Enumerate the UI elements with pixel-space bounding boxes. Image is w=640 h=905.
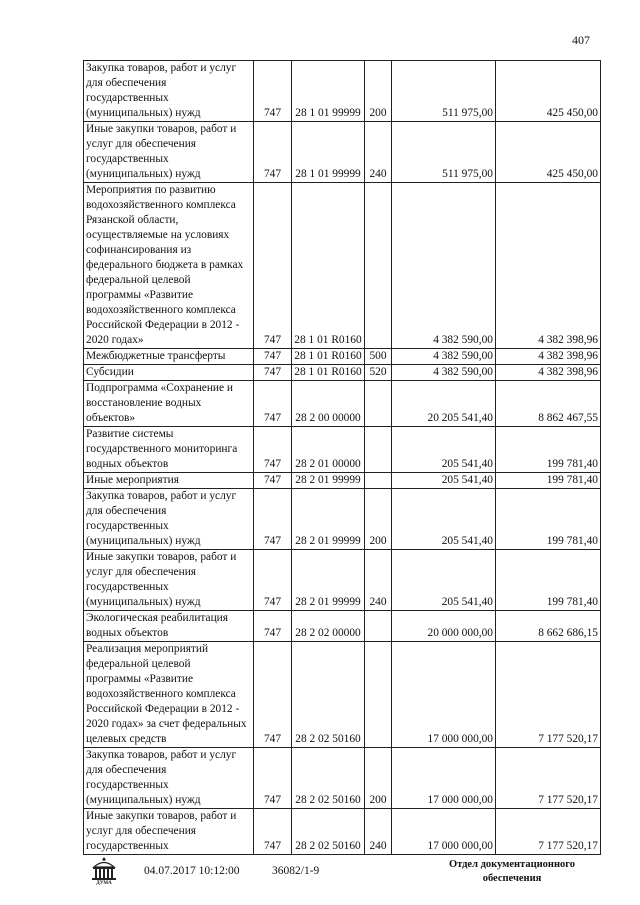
row-sum-planned: 4 382 590,00 — [392, 183, 496, 349]
row-name-line: Рязанской области, — [86, 214, 179, 226]
row-name-line: Мероприятия по развитию — [86, 184, 216, 196]
row-code: 747 — [254, 642, 292, 748]
row-name — [84, 183, 254, 349]
row-name — [84, 349, 254, 365]
table-row — [84, 349, 601, 365]
row-sum-executed: 7 177 520,17 — [496, 642, 601, 748]
row-sum-executed: 199 781,40 — [496, 427, 601, 473]
row-vr: 520 — [365, 365, 392, 381]
row-code: 747 — [254, 611, 292, 642]
table-row — [84, 748, 601, 809]
row-csr: 28 2 02 50160 — [292, 642, 365, 748]
footer-department-line1: Отдел документационного — [448, 859, 576, 870]
row-name-line: осуществляемые на условиях — [86, 229, 230, 241]
row-name-line: водохозяйственного комплекса — [86, 304, 236, 316]
row-name-line: 2020 годах» за счет федеральных — [86, 718, 247, 730]
row-name-line: водных объектов — [86, 458, 169, 470]
row-name-line: программы «Развитие — [86, 673, 194, 685]
row-name-line: государственных — [86, 520, 169, 532]
row-name-line: софинансирования из — [86, 244, 192, 256]
row-vr: 240 — [365, 550, 392, 611]
row-name-line: водохозяйственного комплекса — [86, 199, 236, 211]
row-vr: 240 — [365, 122, 392, 183]
row-vr: 200 — [365, 61, 392, 122]
row-name-line: Субсидии — [86, 366, 134, 378]
duma-emblem-icon — [87, 855, 121, 883]
row-sum-executed: 4 382 398,96 — [496, 349, 601, 365]
row-sum-planned: 511 975,00 — [392, 122, 496, 183]
row-sum-executed: 199 781,40 — [496, 550, 601, 611]
row-code: 747 — [254, 748, 292, 809]
row-csr: 28 2 02 00000 — [292, 611, 365, 642]
row-sum-executed: 425 450,00 — [496, 61, 601, 122]
row-name-line: федеральной целевой — [86, 658, 191, 670]
duma-logo — [87, 855, 121, 891]
row-name-line: государственных — [86, 153, 169, 165]
row-name — [84, 489, 254, 550]
row-name-line: 2020 годах» — [86, 334, 144, 346]
footer-reg-number: 36082/1-9 — [272, 865, 320, 877]
row-name-line: Российской Федерации в 2012 - — [86, 319, 240, 331]
row-name — [84, 427, 254, 473]
row-sum-planned: 205 541,40 — [392, 427, 496, 473]
row-name-line: услуг для обеспечения — [86, 566, 197, 578]
row-name-line: государственного мониторинга — [86, 443, 238, 455]
row-vr: 500 — [365, 349, 392, 365]
table-row — [84, 427, 601, 473]
row-csr: 28 2 01 99999 — [292, 550, 365, 611]
row-code: 747 — [254, 122, 292, 183]
row-sum-planned: 20 205 541,40 — [392, 381, 496, 427]
row-name-line: Иные закупки товаров, работ и — [86, 551, 237, 563]
row-csr: 28 1 01 R0160 — [292, 349, 365, 365]
table-row — [84, 809, 601, 855]
row-code: 747 — [254, 809, 292, 855]
row-name-line: (муниципальных) нужд — [86, 794, 201, 806]
row-csr: 28 2 01 00000 — [292, 427, 365, 473]
table-row — [84, 122, 601, 183]
row-name-line: государственных — [86, 840, 169, 852]
row-name — [84, 381, 254, 427]
row-name-line: Иные закупки товаров, работ и — [86, 810, 237, 822]
row-sum-planned: 205 541,40 — [392, 473, 496, 489]
row-name-line: водных объектов — [86, 627, 169, 639]
row-name-line: Иные закупки товаров, работ и — [86, 123, 237, 135]
row-sum-executed: 4 382 398,96 — [496, 183, 601, 349]
row-name-line: объектов» — [86, 412, 136, 424]
row-vr: 200 — [365, 748, 392, 809]
row-code: 747 — [254, 381, 292, 427]
row-name-line: Закупка товаров, работ и услуг — [86, 749, 237, 761]
budget-table — [83, 60, 601, 855]
row-name-line: для обеспечения — [86, 77, 167, 89]
row-vr — [365, 381, 392, 427]
row-name-line: Экологическая реабилитация — [86, 612, 229, 624]
table-row — [84, 642, 601, 748]
row-name-line: (муниципальных) нужд — [86, 596, 201, 608]
row-name — [84, 61, 254, 122]
row-name-line: услуг для обеспечения — [86, 138, 197, 150]
table-row — [84, 489, 601, 550]
row-sum-planned: 4 382 590,00 — [392, 365, 496, 381]
row-name — [84, 473, 254, 489]
table-row — [84, 550, 601, 611]
row-name-line: Российской Федерации в 2012 - — [86, 703, 240, 715]
row-sum-planned: 4 382 590,00 — [392, 349, 496, 365]
row-csr: 28 1 01 R0160 — [292, 183, 365, 349]
row-name-line: Развитие системы — [86, 428, 174, 440]
row-name-line: Реализация мероприятий — [86, 643, 209, 655]
row-code: 747 — [254, 365, 292, 381]
row-code: 747 — [254, 489, 292, 550]
row-name-line: восстановление водных — [86, 397, 202, 409]
row-sum-executed: 199 781,40 — [496, 473, 601, 489]
footer-department-line2: обеспечения — [482, 873, 542, 884]
row-name-line: услуг для обеспечения — [86, 825, 197, 837]
row-name-line: Иные мероприятия — [86, 474, 179, 486]
table-row — [84, 61, 601, 122]
logo-caption: ДУМА — [96, 881, 112, 886]
row-code: 747 — [254, 183, 292, 349]
row-sum-executed: 7 177 520,17 — [496, 809, 601, 855]
row-sum-planned: 205 541,40 — [392, 489, 496, 550]
page-number: 407 — [572, 33, 590, 47]
row-sum-planned: 17 000 000,00 — [392, 809, 496, 855]
row-vr — [365, 473, 392, 489]
row-name-line: Межбюджетные трансферты — [86, 350, 226, 362]
row-name — [84, 365, 254, 381]
row-sum-executed: 425 450,00 — [496, 122, 601, 183]
table-row — [84, 365, 601, 381]
table-row — [84, 183, 601, 349]
row-sum-executed: 8 862 467,55 — [496, 381, 601, 427]
row-vr — [365, 611, 392, 642]
row-sum-planned: 511 975,00 — [392, 61, 496, 122]
row-vr — [365, 183, 392, 349]
row-name — [84, 748, 254, 809]
row-name-line: Закупка товаров, работ и услуг — [86, 62, 237, 74]
row-name — [84, 642, 254, 748]
row-name-line: Подпрограмма «Сохранение и — [86, 382, 234, 394]
row-vr: 240 — [365, 809, 392, 855]
row-sum-executed: 199 781,40 — [496, 489, 601, 550]
row-vr — [365, 427, 392, 473]
row-name-line: государственных — [86, 779, 169, 791]
row-name — [84, 122, 254, 183]
row-sum-executed: 7 177 520,17 — [496, 748, 601, 809]
row-name-line: Закупка товаров, работ и услуг — [86, 490, 237, 502]
row-name-line: для обеспечения — [86, 505, 167, 517]
row-code: 747 — [254, 427, 292, 473]
row-csr: 28 2 00 00000 — [292, 381, 365, 427]
budget-table-body — [84, 61, 601, 855]
row-name-line: (муниципальных) нужд — [86, 535, 201, 547]
row-name-line: государственных — [86, 581, 169, 593]
row-name-line: государственных — [86, 92, 169, 104]
row-csr: 28 2 01 99999 — [292, 473, 365, 489]
row-name-line: (муниципальных) нужд — [86, 107, 201, 119]
row-sum-planned: 20 000 000,00 — [392, 611, 496, 642]
row-sum-planned: 17 000 000,00 — [392, 748, 496, 809]
row-name-line: для обеспечения — [86, 764, 167, 776]
row-name-line: целевых средств — [86, 733, 167, 745]
row-code: 747 — [254, 473, 292, 489]
row-name-line: программы «Развитие — [86, 289, 194, 301]
row-vr: 200 — [365, 489, 392, 550]
row-code: 747 — [254, 550, 292, 611]
table-row — [84, 611, 601, 642]
row-sum-executed: 4 382 398,96 — [496, 365, 601, 381]
row-csr: 28 1 01 99999 — [292, 61, 365, 122]
row-code: 747 — [254, 61, 292, 122]
footer-department — [428, 858, 596, 886]
row-sum-planned: 17 000 000,00 — [392, 642, 496, 748]
row-name-line: федеральной целевой — [86, 274, 191, 286]
row-name-line: федерального бюджета в рамках — [86, 259, 244, 271]
row-code: 747 — [254, 349, 292, 365]
footer-date: 04.07.2017 10:12:00 — [144, 865, 240, 877]
row-name — [84, 550, 254, 611]
row-csr: 28 1 01 99999 — [292, 122, 365, 183]
row-name — [84, 611, 254, 642]
row-vr — [365, 642, 392, 748]
row-sum-planned: 205 541,40 — [392, 550, 496, 611]
table-row — [84, 381, 601, 427]
row-csr: 28 2 01 99999 — [292, 489, 365, 550]
table-row — [84, 473, 601, 489]
row-csr: 28 1 01 R0160 — [292, 365, 365, 381]
row-name — [84, 809, 254, 855]
row-name-line: водохозяйственного комплекса — [86, 688, 236, 700]
row-csr: 28 2 02 50160 — [292, 748, 365, 809]
row-sum-executed: 8 662 686,15 — [496, 611, 601, 642]
row-csr: 28 2 02 50160 — [292, 809, 365, 855]
row-name-line: (муниципальных) нужд — [86, 168, 201, 180]
